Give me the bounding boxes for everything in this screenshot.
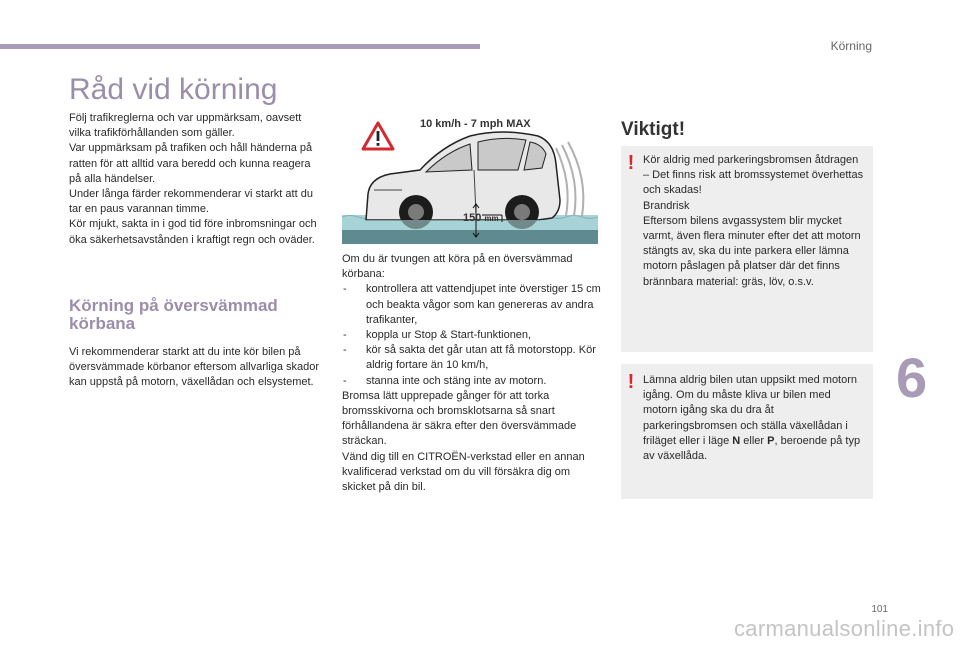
intro-paragraph: Följ trafikreglerna och var uppmärksam, oavsett vilka trafikförhållanden som gäller. — [69, 112, 302, 140]
warning-note — [621, 146, 873, 352]
exclamation-icon: ! — [627, 371, 635, 393]
note-text-part: Lämna aldrig bilen utan uppsikt med motorn igång. Om du måste kliva ur bilen med motorn igång ska du dra åt parkeringsbromsen och ställa växellådan i friläget eller i läge — [643, 374, 858, 447]
page-title: Råd vid körning — [69, 73, 278, 106]
instructions-after: Vänd dig till en CITROËN-verkstad eller en annan kvalificerad verkstad om du vill försäkra dig om skicket på din bil. — [342, 450, 585, 494]
intro-paragraph: Kör mjukt, sakta in i god tid före inbromsningar och öka säkerhetsavstånden i kraftigt regn och oväder. — [69, 218, 317, 246]
instructions-list — [342, 282, 602, 388]
depth-value: 150 — [463, 212, 482, 224]
note-paragraph — [643, 373, 865, 464]
warning-triangle-icon — [360, 120, 396, 152]
list-item: - stanna inte och stäng inte av motorn. — [342, 374, 602, 389]
speed-limit-label: 10 km/h - 7 mph MAX — [420, 118, 531, 130]
page-number: 101 — [871, 604, 888, 615]
list-item: - kör så sakta det går utan att få motorstopp. Kör aldrig fortare än 10 km/h, — [342, 343, 602, 373]
flood-instructions — [342, 252, 602, 495]
depth-label — [463, 212, 499, 224]
note-paragraph: Eftersom bilens avgassystem blir mycket varmt, även flera minuter efter det att motorn stängts av, ska du inte parkera eller lämna motorn påslagen på platser där det finns brännbara material: gräs, löv, o.s.v. — [643, 214, 861, 288]
intro-paragraph: Under långa färder rekommenderar vi starkt att du tar en paus varannan timme. — [69, 188, 313, 216]
note-paragraph: Brandrisk — [643, 199, 690, 212]
watermark: carmanualsonline.info — [734, 616, 955, 641]
note-text — [643, 153, 865, 290]
flood-section-text: Vi rekommenderar starkt att du inte kör bilen på översvämmade körbanor eftersom allvarliga skador kan uppstå på motorn, växellådan och elsystemet. — [69, 346, 320, 389]
flood-driving-illustration — [342, 112, 598, 247]
intro-paragraph: Var uppmärksam på trafiken och håll händerna på ratten för att alltid vara beredd och kunna reagera på alla händelser. — [69, 142, 313, 185]
header-accent-bar — [0, 44, 480, 49]
note-text — [643, 373, 865, 464]
gear-n-label: N — [732, 434, 741, 447]
instructions-after: Bromsa lätt upprepade gånger för att torka bromsskivorna och bromsklotsarna så snart förhållandena är säkra efter den översvämmade sträckan. — [342, 389, 577, 448]
section-label: Körning — [830, 39, 872, 53]
instructions-intro: Om du är tvungen att köra på en översvämmad körbana: — [342, 253, 573, 281]
important-heading: Viktigt! — [621, 119, 686, 140]
chapter-number: 6 — [896, 346, 928, 409]
intro-text — [69, 111, 325, 248]
depth-unit: mm — [484, 214, 499, 223]
list-item: - koppla ur Stop & Start-funktionen, — [342, 328, 602, 343]
list-item: - kontrollera att vattendjupet inte överstiger 15 cm och beakta vågor som kan genereras av andra trafikanter, — [342, 282, 602, 328]
exclamation-icon: ! — [627, 152, 635, 174]
gear-p-label: P — [767, 434, 775, 447]
note-paragraph: Kör aldrig med parkeringsbromsen åtdragen – Det finns risk att bromssystemet överhettas och skadas! — [643, 154, 864, 197]
note-text-part: , beroende på typ av växellåda. — [643, 434, 861, 463]
note-text-part: eller — [740, 434, 768, 447]
warning-note — [621, 364, 873, 499]
flood-section-heading: Körning på översvämmad körbana — [69, 296, 278, 333]
